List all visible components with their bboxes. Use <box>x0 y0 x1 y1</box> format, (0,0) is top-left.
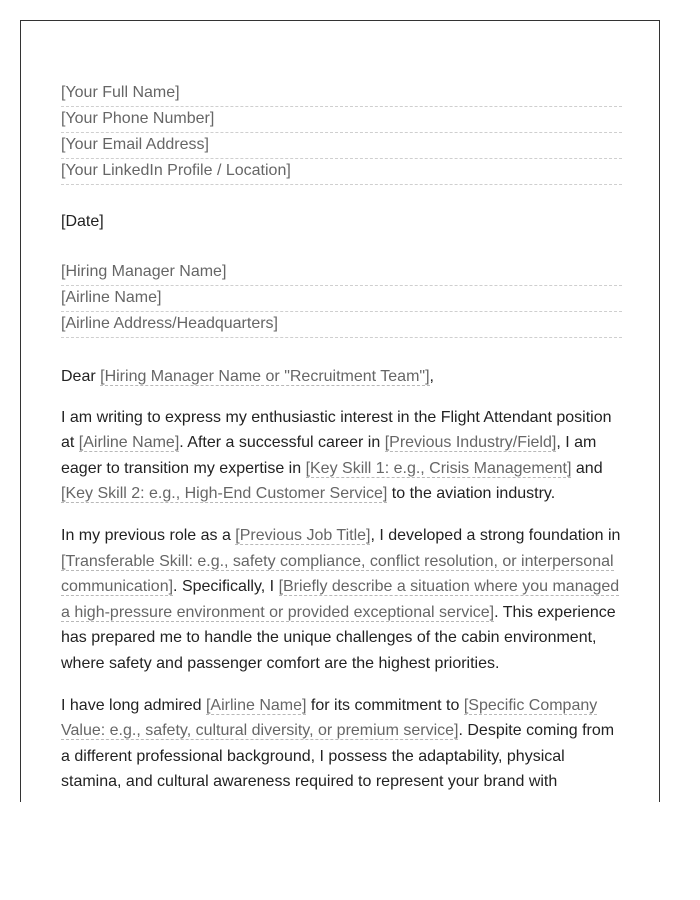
salutation-suffix: , <box>429 368 434 385</box>
phone-field[interactable]: [Your Phone Number] <box>61 107 622 133</box>
company-value-placeholder[interactable]: [Specific Company Value: e.g., safety, cultural diversity, or premium service] <box>61 696 598 740</box>
transferable-skill-placeholder[interactable]: [Transferable Skill: e.g., safety compliance, conflict resolution, or interpersonal communication] <box>61 552 614 596</box>
text: , I developed a strong foundation in <box>370 526 621 544</box>
airline-name-placeholder[interactable]: [Airline Name] <box>78 434 180 452</box>
date-field[interactable]: [Date] <box>61 213 104 230</box>
airline-name-field[interactable]: [Airline Name] <box>61 286 622 312</box>
text: . After a successful career in <box>179 434 385 452</box>
airline-name-placeholder[interactable]: [Airline Name] <box>205 696 307 714</box>
text: for its commitment to <box>306 696 464 714</box>
letter-content <box>61 81 622 795</box>
paragraph-experience <box>61 523 622 677</box>
text: . Specifically, I <box>173 578 279 596</box>
text: to the aviation industry. <box>387 485 556 503</box>
hiring-manager-field[interactable]: [Hiring Manager Name] <box>61 260 622 286</box>
recipient-details <box>61 260 622 338</box>
email-field[interactable]: [Your Email Address] <box>61 133 622 159</box>
previous-job-title-placeholder[interactable]: [Previous Job Title] <box>235 526 371 544</box>
text: I am writing to express my enthusiastic interest in the Flight Attendant position at <box>61 408 612 452</box>
salutation-prefix: Dear <box>61 368 101 385</box>
text: In my previous role as a <box>61 526 236 544</box>
full-name-field[interactable]: [Your Full Name] <box>61 81 622 107</box>
salutation-placeholder[interactable]: [Hiring Manager Name or "Recruitment Team"] <box>100 368 430 385</box>
previous-industry-placeholder[interactable]: [Previous Industry/Field] <box>384 434 557 452</box>
key-skill-1-placeholder[interactable]: [Key Skill 1: e.g., Crisis Management] <box>305 459 572 477</box>
salutation <box>61 364 622 390</box>
text: I have long admired <box>61 696 206 714</box>
paragraph-motivation <box>61 693 622 795</box>
letter-page <box>20 20 660 802</box>
text: , I am eager to transition my expertise in <box>61 434 597 477</box>
text: . This experience has prepared me to handle the unique challenges of the cabin environment, where safety and passenger comfort are the highest priorities. <box>61 603 616 672</box>
sender-details <box>61 81 622 185</box>
text: . Despite coming from a different professional background, I possess the adaptability, physical stamina, and cultural awareness required to represent your brand with <box>61 722 615 791</box>
text: and <box>571 459 603 477</box>
airline-address-field[interactable]: [Airline Address/Headquarters] <box>61 312 622 338</box>
key-skill-2-placeholder[interactable]: [Key Skill 2: e.g., High-End Customer Service] <box>61 485 388 503</box>
situation-description-placeholder[interactable]: [Briefly describe a situation where you managed a high-pressure environment or provided exceptional service] <box>61 578 620 621</box>
paragraph-intro <box>61 405 622 507</box>
linkedin-location-field[interactable]: [Your LinkedIn Profile / Location] <box>61 159 622 185</box>
